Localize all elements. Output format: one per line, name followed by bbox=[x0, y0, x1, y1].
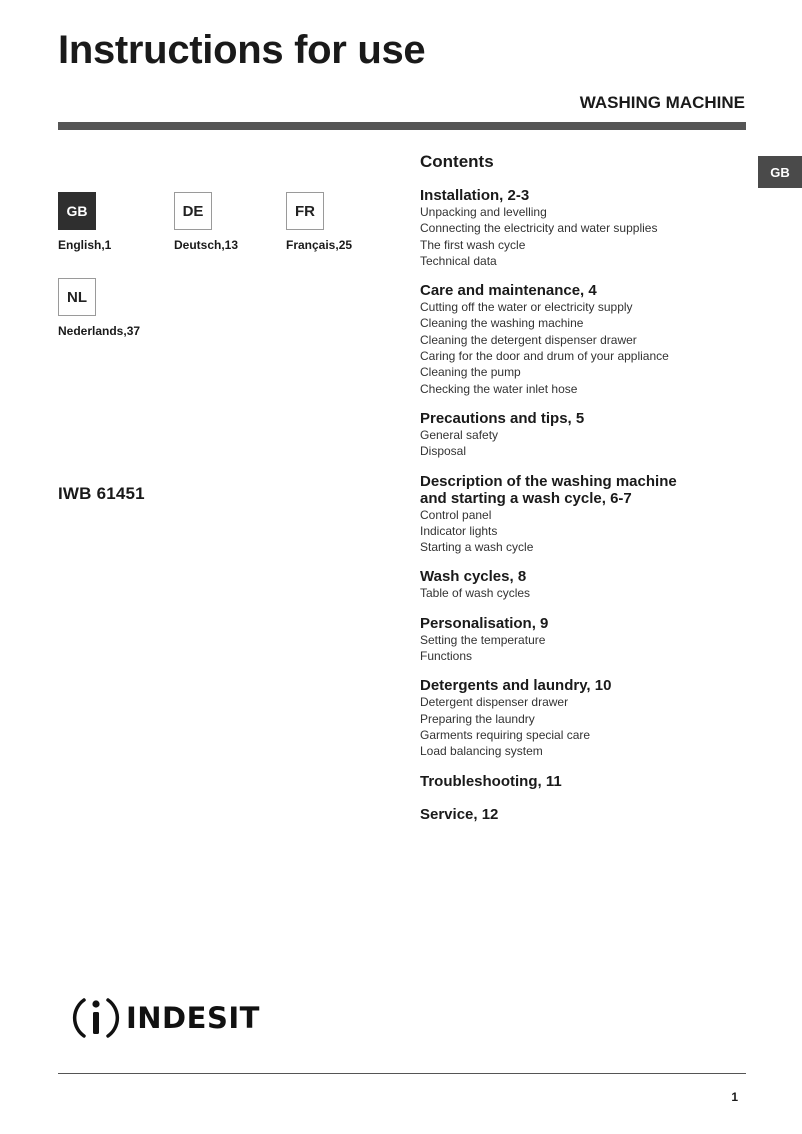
language-option-de[interactable] bbox=[174, 192, 304, 252]
footer-divider bbox=[58, 1073, 746, 1074]
section-item[interactable]: The first wash cycle bbox=[420, 237, 526, 252]
section-item[interactable]: Starting a wash cycle bbox=[420, 540, 534, 555]
contents-section-wash-cycles bbox=[420, 568, 750, 601]
header-divider bbox=[58, 122, 746, 130]
language-caption: Français,25 bbox=[286, 238, 353, 252]
section-item[interactable]: General safety bbox=[420, 427, 499, 442]
product-type-label: WASHING MACHINE bbox=[579, 93, 745, 112]
section-title[interactable]: Troubleshooting, 11 bbox=[420, 772, 562, 790]
section-item[interactable]: Load balancing system bbox=[420, 744, 543, 759]
contents-section-service bbox=[420, 806, 750, 823]
contents-heading: Contents bbox=[420, 152, 494, 171]
section-item[interactable]: Garments requiring special care bbox=[420, 727, 591, 742]
section-title[interactable]: and starting a wash cycle, 6-7 bbox=[420, 489, 632, 507]
section-title[interactable]: Service, 12 bbox=[420, 805, 499, 823]
section-item[interactable]: Table of wash cycles bbox=[420, 586, 531, 601]
section-item[interactable]: Setting the temperature bbox=[420, 632, 546, 647]
language-caption: English,1 bbox=[58, 238, 112, 252]
section-item[interactable]: Technical data bbox=[420, 253, 497, 268]
page-number: 1 bbox=[731, 1090, 738, 1104]
section-item[interactable]: Indicator lights bbox=[420, 523, 498, 538]
indesit-logo bbox=[70, 992, 270, 1044]
contents-section-description bbox=[420, 473, 750, 556]
section-item[interactable]: Cleaning the detergent dispenser drawer bbox=[420, 332, 637, 347]
section-item[interactable]: Caring for the door and drum of your appliance bbox=[420, 349, 669, 364]
model-code: IWB 61451 bbox=[58, 484, 145, 503]
contents-list bbox=[420, 187, 750, 836]
section-item[interactable]: Connecting the electricity and water supplies bbox=[420, 221, 658, 236]
language-option-nl[interactable] bbox=[58, 278, 188, 338]
contents-section-care bbox=[420, 282, 750, 397]
section-title[interactable]: Wash cycles, 8 bbox=[420, 568, 527, 586]
section-item[interactable]: Functions bbox=[420, 649, 473, 664]
language-code-box: DE bbox=[174, 192, 212, 230]
language-caption: Deutsch,13 bbox=[174, 238, 239, 252]
section-item[interactable]: Control panel bbox=[420, 507, 492, 522]
section-title[interactable]: Installation, 2-3 bbox=[420, 187, 530, 204]
section-title[interactable]: Care and maintenance, 4 bbox=[420, 282, 597, 300]
section-title[interactable]: Detergents and laundry, 10 bbox=[420, 677, 612, 695]
indesit-i-logo-icon bbox=[70, 992, 122, 1044]
section-item[interactable]: Unpacking and levelling bbox=[420, 205, 547, 219]
language-option-gb[interactable] bbox=[58, 192, 188, 252]
contents-section-troubleshooting bbox=[420, 773, 750, 790]
section-item[interactable]: Preparing the laundry bbox=[420, 711, 535, 726]
language-code-box: NL bbox=[58, 278, 96, 316]
section-item[interactable]: Detergent dispenser drawer bbox=[420, 695, 569, 710]
section-item[interactable]: Disposal bbox=[420, 444, 467, 459]
contents-section-personalisation bbox=[420, 615, 750, 665]
section-item[interactable]: Cleaning the washing machine bbox=[420, 316, 584, 331]
contents-section-installation bbox=[420, 187, 750, 269]
section-item[interactable]: Cleaning the pump bbox=[420, 365, 521, 380]
section-title[interactable]: Description of the washing machine bbox=[420, 472, 677, 490]
language-code-box: FR bbox=[286, 192, 324, 230]
page-title: Instructions for use bbox=[58, 28, 426, 72]
language-option-fr[interactable] bbox=[286, 192, 416, 252]
section-item[interactable]: Checking the water inlet hose bbox=[420, 381, 578, 396]
logo-wordmark: INDESIT bbox=[126, 1001, 260, 1035]
section-item[interactable]: Cutting off the water or electricity supply bbox=[420, 300, 633, 315]
language-code-box: GB bbox=[58, 192, 96, 230]
language-caption: Nederlands,37 bbox=[58, 324, 141, 338]
language-side-tab: GB bbox=[758, 156, 802, 188]
contents-section-precautions bbox=[420, 410, 750, 460]
section-title[interactable]: Precautions and tips, 5 bbox=[420, 409, 585, 427]
section-title[interactable]: Personalisation, 9 bbox=[420, 614, 549, 632]
contents-section-detergents bbox=[420, 677, 750, 759]
